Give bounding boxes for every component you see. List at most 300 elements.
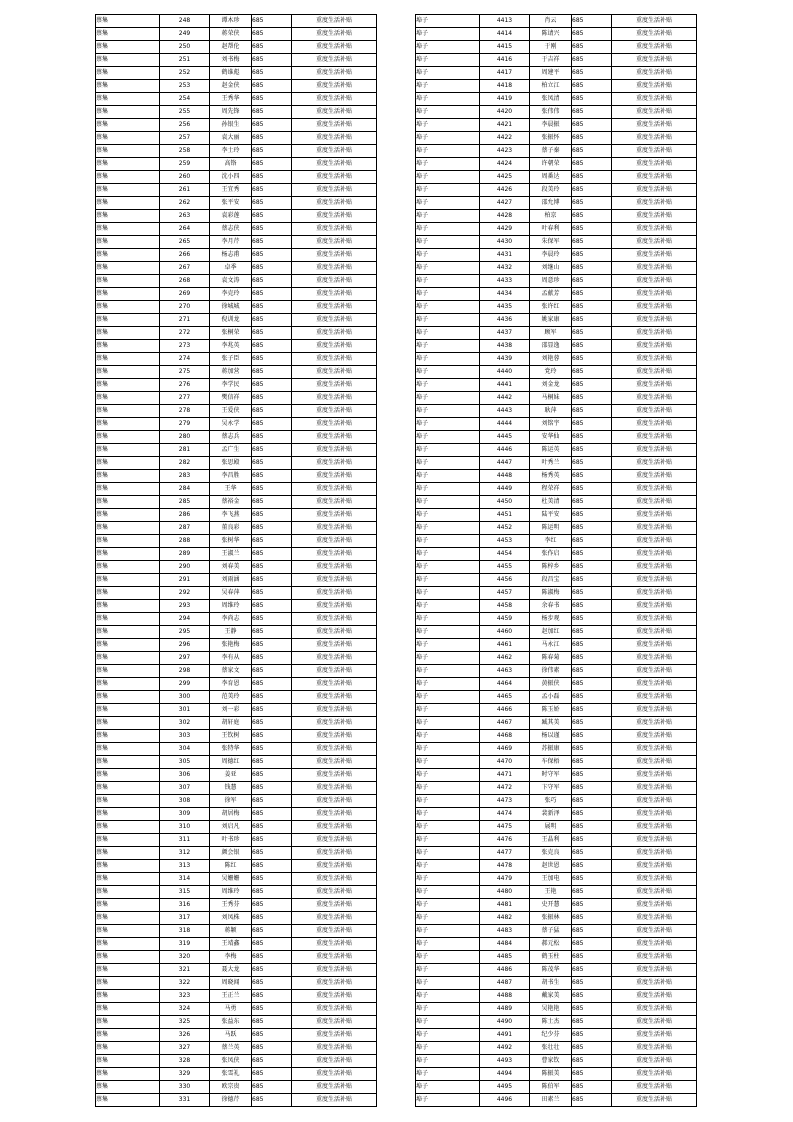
town-cell: 埠子 [416, 1003, 480, 1016]
subsidy-type-cell: 重度生活补贴 [292, 925, 377, 938]
town-cell: 埠子 [416, 353, 480, 366]
id-cell: 307 [160, 782, 210, 795]
town-cell: 埠子 [416, 613, 480, 626]
amount-cell: 685 [572, 106, 612, 119]
subsidy-type-cell: 重度生活补贴 [292, 769, 377, 782]
town-cell: 蔡集 [96, 964, 160, 977]
amount-cell: 685 [252, 834, 292, 847]
table-row [96, 28, 377, 41]
table-row [416, 431, 697, 444]
table-row [96, 483, 377, 496]
name-cell: 车保梧 [530, 756, 572, 769]
table-row [96, 522, 377, 535]
table-row [416, 704, 697, 717]
town-cell: 埠子 [416, 431, 480, 444]
subsidy-type-cell: 重度生活补贴 [612, 639, 697, 652]
table-row [96, 236, 377, 249]
amount-cell: 685 [572, 834, 612, 847]
town-cell: 埠子 [416, 470, 480, 483]
amount-cell: 685 [572, 1081, 612, 1094]
name-cell: 马勇 [210, 1003, 252, 1016]
subsidy-type-cell: 重度生活补贴 [612, 782, 697, 795]
town-cell: 埠子 [416, 626, 480, 639]
name-cell: 周意珍 [530, 275, 572, 288]
id-cell: 248 [160, 15, 210, 28]
town-cell: 埠子 [416, 301, 480, 314]
table-row [96, 158, 377, 171]
table-row [416, 990, 697, 1003]
id-cell: 274 [160, 353, 210, 366]
name-cell: 王钦树 [210, 730, 252, 743]
table-row [416, 340, 697, 353]
name-cell: 马跃 [210, 1029, 252, 1042]
id-cell: 268 [160, 275, 210, 288]
table-row [96, 1094, 377, 1107]
amount-cell: 685 [252, 327, 292, 340]
name-cell: 张凤侠 [210, 1055, 252, 1068]
left-table-body [96, 15, 377, 1107]
town-cell: 蔡集 [96, 834, 160, 847]
name-cell: 曹家钦 [530, 1055, 572, 1068]
table-row [96, 184, 377, 197]
name-cell: 张思殿 [210, 457, 252, 470]
town-cell: 蔡集 [96, 795, 160, 808]
amount-cell: 685 [572, 184, 612, 197]
subsidy-type-cell: 重度生活补贴 [612, 730, 697, 743]
id-cell: 296 [160, 639, 210, 652]
name-cell: 叶秀兰 [530, 457, 572, 470]
table-row [96, 314, 377, 327]
amount-cell: 685 [572, 886, 612, 899]
id-cell: 285 [160, 496, 210, 509]
town-cell: 埠子 [416, 1016, 480, 1029]
town-cell: 埠子 [416, 782, 480, 795]
town-cell: 蔡集 [96, 977, 160, 990]
town-cell: 蔡集 [96, 1094, 160, 1107]
table-row [96, 717, 377, 730]
town-cell: 蔡集 [96, 561, 160, 574]
table-row [96, 587, 377, 600]
table-row [416, 769, 697, 782]
subsidy-type-cell: 重度生活补贴 [612, 483, 697, 496]
table-row [416, 1029, 697, 1042]
subsidy-type-cell: 重度生活补贴 [612, 1081, 697, 1094]
town-cell: 埠子 [416, 535, 480, 548]
subsidy-type-cell: 重度生活补贴 [292, 145, 377, 158]
name-cell: 余春书 [530, 600, 572, 613]
amount-cell: 685 [252, 873, 292, 886]
name-cell: 许朝荣 [530, 158, 572, 171]
subsidy-type-cell: 重度生活补贴 [292, 600, 377, 613]
name-cell: 杜美清 [530, 496, 572, 509]
table-row [96, 951, 377, 964]
subsidy-type-cell: 重度生活补贴 [292, 119, 377, 132]
amount-cell: 685 [572, 808, 612, 821]
name-cell: 王淑兰 [210, 548, 252, 561]
subsidy-type-cell: 重度生活补贴 [292, 873, 377, 886]
id-cell: 300 [160, 691, 210, 704]
amount-cell: 685 [252, 535, 292, 548]
id-cell: 262 [160, 197, 210, 210]
name-cell: 吴姗姗 [210, 873, 252, 886]
amount-cell: 685 [572, 548, 612, 561]
id-cell: 4427 [480, 197, 530, 210]
subsidy-type-cell: 重度生活补贴 [292, 28, 377, 41]
subsidy-type-cell: 重度生活补贴 [292, 1003, 377, 1016]
name-cell: 张克良 [530, 847, 572, 860]
table-row [416, 288, 697, 301]
town-cell: 埠子 [416, 860, 480, 873]
amount-cell: 685 [252, 912, 292, 925]
town-cell: 蔡集 [96, 743, 160, 756]
town-cell: 蔡集 [96, 457, 160, 470]
amount-cell: 685 [252, 158, 292, 171]
subsidy-type-cell: 重度生活补贴 [292, 743, 377, 756]
amount-cell: 685 [572, 561, 612, 574]
town-cell: 蔡集 [96, 444, 160, 457]
town-cell: 埠子 [416, 314, 480, 327]
town-cell: 蔡集 [96, 223, 160, 236]
id-cell: 316 [160, 899, 210, 912]
id-cell: 4432 [480, 262, 530, 275]
amount-cell: 685 [572, 431, 612, 444]
amount-cell: 685 [252, 80, 292, 93]
subsidy-type-cell: 重度生活补贴 [612, 561, 697, 574]
town-cell: 蔡集 [96, 1068, 160, 1081]
amount-cell: 685 [572, 314, 612, 327]
name-cell: 郝元松 [530, 938, 572, 951]
id-cell: 280 [160, 431, 210, 444]
subsidy-type-cell: 重度生活补贴 [292, 132, 377, 145]
name-cell: 卞守军 [530, 782, 572, 795]
id-cell: 4452 [480, 522, 530, 535]
subsidy-type-cell: 重度生活补贴 [612, 93, 697, 106]
name-cell: 王华 [210, 483, 252, 496]
subsidy-type-cell: 重度生活补贴 [612, 496, 697, 509]
amount-cell: 685 [252, 743, 292, 756]
subsidy-type-cell: 重度生活补贴 [612, 431, 697, 444]
amount-cell: 685 [572, 938, 612, 951]
amount-cell: 685 [572, 782, 612, 795]
id-cell: 294 [160, 613, 210, 626]
amount-cell: 685 [572, 444, 612, 457]
subsidy-type-cell: 重度生活补贴 [292, 782, 377, 795]
amount-cell: 685 [252, 795, 292, 808]
table-row [416, 652, 697, 665]
id-cell: 4423 [480, 145, 530, 158]
town-cell: 蔡集 [96, 769, 160, 782]
id-cell: 4416 [480, 54, 530, 67]
id-cell: 4439 [480, 353, 530, 366]
subsidy-type-cell: 重度生活补贴 [292, 444, 377, 457]
id-cell: 298 [160, 665, 210, 678]
id-cell: 278 [160, 405, 210, 418]
name-cell: 史开慧 [530, 899, 572, 912]
town-cell: 蔡集 [96, 119, 160, 132]
id-cell: 4477 [480, 847, 530, 860]
amount-cell: 685 [252, 249, 292, 262]
name-cell: 谭木珍 [210, 15, 252, 28]
name-cell: 王晶利 [530, 834, 572, 847]
table-row [96, 470, 377, 483]
id-cell: 4470 [480, 756, 530, 769]
amount-cell: 685 [252, 366, 292, 379]
amount-cell: 685 [572, 262, 612, 275]
town-cell: 埠子 [416, 925, 480, 938]
table-row [416, 548, 697, 561]
name-cell: 孟小磊 [530, 691, 572, 704]
id-cell: 250 [160, 41, 210, 54]
town-cell: 埠子 [416, 652, 480, 665]
table-row [96, 626, 377, 639]
town-cell: 蔡集 [96, 210, 160, 223]
subsidy-type-cell: 重度生活补贴 [292, 1081, 377, 1094]
table-row [416, 145, 697, 158]
table-row [416, 314, 697, 327]
town-cell: 蔡集 [96, 548, 160, 561]
id-cell: 4444 [480, 418, 530, 431]
id-cell: 324 [160, 1003, 210, 1016]
subsidy-type-cell: 重度生活补贴 [612, 262, 697, 275]
name-cell: 陈运明 [530, 522, 572, 535]
subsidy-type-cell: 重度生活补贴 [292, 977, 377, 990]
subsidy-type-cell: 重度生活补贴 [292, 626, 377, 639]
name-cell: 王加电 [530, 873, 572, 886]
amount-cell: 685 [252, 236, 292, 249]
amount-cell: 685 [252, 431, 292, 444]
subsidy-type-cell: 重度生活补贴 [292, 275, 377, 288]
subsidy-type-cell: 重度生活补贴 [612, 795, 697, 808]
town-cell: 蔡集 [96, 67, 160, 80]
town-cell: 埠子 [416, 392, 480, 405]
town-cell: 埠子 [416, 912, 480, 925]
subsidy-type-cell: 重度生活补贴 [612, 600, 697, 613]
table-row [416, 353, 697, 366]
amount-cell: 685 [572, 613, 612, 626]
id-cell: 299 [160, 678, 210, 691]
id-cell: 288 [160, 535, 210, 548]
table-row [96, 431, 377, 444]
subsidy-type-cell: 重度生活补贴 [612, 67, 697, 80]
amount-cell: 685 [252, 171, 292, 184]
name-cell: 姚家康 [530, 314, 572, 327]
amount-cell: 685 [572, 769, 612, 782]
amount-cell: 685 [252, 275, 292, 288]
town-cell: 蔡集 [96, 249, 160, 262]
amount-cell: 685 [572, 990, 612, 1003]
name-cell: 叶书珍 [210, 834, 252, 847]
table-row [416, 587, 697, 600]
name-cell: 赵加红 [530, 626, 572, 639]
name-cell: 张伟伟 [530, 106, 572, 119]
town-cell: 蔡集 [96, 782, 160, 795]
name-cell: 刘春美 [210, 561, 252, 574]
table-row [416, 964, 697, 977]
amount-cell: 685 [572, 873, 612, 886]
name-cell: 周建平 [530, 67, 572, 80]
subsidy-type-cell: 重度生活补贴 [292, 106, 377, 119]
name-cell: 臧其美 [530, 717, 572, 730]
name-cell: 胡轩庭 [210, 717, 252, 730]
name-cell: 卓季 [210, 262, 252, 275]
table-row [96, 197, 377, 210]
amount-cell: 685 [252, 418, 292, 431]
subsidy-type-cell: 重度生活补贴 [612, 899, 697, 912]
amount-cell: 685 [252, 210, 292, 223]
amount-cell: 685 [252, 691, 292, 704]
amount-cell: 685 [572, 795, 612, 808]
table-row [416, 795, 697, 808]
town-cell: 蔡集 [96, 1081, 160, 1094]
town-cell: 蔡集 [96, 418, 160, 431]
id-cell: 311 [160, 834, 210, 847]
table-row [416, 509, 697, 522]
id-cell: 303 [160, 730, 210, 743]
town-cell: 埠子 [416, 262, 480, 275]
name-cell: 吴春萍 [210, 587, 252, 600]
id-cell: 271 [160, 314, 210, 327]
amount-cell: 685 [252, 197, 292, 210]
name-cell: 陈振美 [530, 1068, 572, 1081]
amount-cell: 685 [572, 366, 612, 379]
id-cell: 4422 [480, 132, 530, 145]
subsidy-type-cell: 重度生活补贴 [292, 938, 377, 951]
table-row [416, 535, 697, 548]
amount-cell: 685 [572, 912, 612, 925]
table-row [96, 80, 377, 93]
table-row [416, 912, 697, 925]
right-table-body [416, 15, 697, 1107]
subsidy-type-cell: 重度生活补贴 [612, 665, 697, 678]
name-cell: 张许红 [530, 301, 572, 314]
name-cell: 杨志甫 [210, 249, 252, 262]
name-cell: 吴艳艳 [530, 1003, 572, 1016]
name-cell: 党玲 [530, 366, 572, 379]
name-cell: 李学民 [210, 379, 252, 392]
name-cell: 裴新泽 [530, 808, 572, 821]
id-cell: 4454 [480, 548, 530, 561]
amount-cell: 685 [252, 28, 292, 41]
name-cell: 杨秀英 [530, 470, 572, 483]
table-row [416, 613, 697, 626]
name-cell: 王爱侠 [210, 405, 252, 418]
id-cell: 252 [160, 67, 210, 80]
name-cell: 高铬 [210, 158, 252, 171]
name-cell: 胡书生 [530, 977, 572, 990]
table-row [96, 782, 377, 795]
town-cell: 埠子 [416, 197, 480, 210]
name-cell: 周番达 [530, 171, 572, 184]
table-row [96, 171, 377, 184]
id-cell: 4475 [480, 821, 530, 834]
id-cell: 323 [160, 990, 210, 1003]
name-cell: 鹤玉柱 [530, 951, 572, 964]
id-cell: 317 [160, 912, 210, 925]
table-row [416, 54, 697, 67]
amount-cell: 685 [252, 1042, 292, 1055]
id-cell: 328 [160, 1055, 210, 1068]
id-cell: 4483 [480, 925, 530, 938]
town-cell: 蔡集 [96, 925, 160, 938]
subsidy-type-cell: 重度生活补贴 [292, 522, 377, 535]
town-cell: 蔡集 [96, 158, 160, 171]
table-row [416, 457, 697, 470]
table-row [96, 41, 377, 54]
name-cell: 张巧 [530, 795, 572, 808]
id-cell: 4435 [480, 301, 530, 314]
amount-cell: 685 [252, 808, 292, 821]
table-row [416, 951, 697, 964]
town-cell: 蔡集 [96, 756, 160, 769]
id-cell: 319 [160, 938, 210, 951]
id-cell: 4490 [480, 1016, 530, 1029]
name-cell: 蔡裕金 [210, 496, 252, 509]
subsidy-type-cell: 重度生活补贴 [292, 548, 377, 561]
name-cell: 李育恩 [210, 678, 252, 691]
name-cell: 邵允博 [530, 197, 572, 210]
amount-cell: 685 [252, 132, 292, 145]
amount-cell: 685 [572, 171, 612, 184]
table-row [96, 795, 377, 808]
name-cell: 杨以谨 [530, 730, 572, 743]
table-row [416, 626, 697, 639]
id-cell: 326 [160, 1029, 210, 1042]
town-cell: 埠子 [416, 41, 480, 54]
town-cell: 蔡集 [96, 54, 160, 67]
town-cell: 蔡集 [96, 379, 160, 392]
amount-cell: 685 [572, 821, 612, 834]
left-table [95, 14, 377, 1107]
table-row [416, 132, 697, 145]
amount-cell: 685 [572, 54, 612, 67]
id-cell: 318 [160, 925, 210, 938]
id-cell: 4456 [480, 574, 530, 587]
table-row [416, 1003, 697, 1016]
subsidy-type-cell: 重度生活补贴 [612, 457, 697, 470]
id-cell: 4462 [480, 652, 530, 665]
town-cell: 蔡集 [96, 574, 160, 587]
name-cell: 张作启 [530, 548, 572, 561]
subsidy-type-cell: 重度生活补贴 [292, 1068, 377, 1081]
subsidy-type-cell: 重度生活补贴 [612, 171, 697, 184]
subsidy-type-cell: 重度生活补贴 [612, 886, 697, 899]
table-row [416, 561, 697, 574]
town-cell: 蔡集 [96, 808, 160, 821]
table-row [96, 132, 377, 145]
name-cell: 姜亚 [210, 769, 252, 782]
amount-cell: 685 [572, 756, 612, 769]
amount-cell: 685 [252, 1094, 292, 1107]
id-cell: 310 [160, 821, 210, 834]
town-cell: 埠子 [416, 496, 480, 509]
town-cell: 埠子 [416, 80, 480, 93]
subsidy-type-cell: 重度生活补贴 [292, 509, 377, 522]
id-cell: 4425 [480, 171, 530, 184]
name-cell: 柏立江 [530, 80, 572, 93]
town-cell: 埠子 [416, 678, 480, 691]
name-cell: 沈小四 [210, 171, 252, 184]
subsidy-type-cell: 重度生活补贴 [612, 652, 697, 665]
amount-cell: 685 [572, 1068, 612, 1081]
subsidy-type-cell: 重度生活补贴 [612, 574, 697, 587]
town-cell: 埠子 [416, 509, 480, 522]
table-row [416, 782, 697, 795]
subsidy-type-cell: 重度生活补贴 [612, 873, 697, 886]
subsidy-type-cell: 重度生活补贴 [292, 158, 377, 171]
amount-cell: 685 [572, 1094, 612, 1107]
subsidy-type-cell: 重度生活补贴 [292, 249, 377, 262]
id-cell: 290 [160, 561, 210, 574]
